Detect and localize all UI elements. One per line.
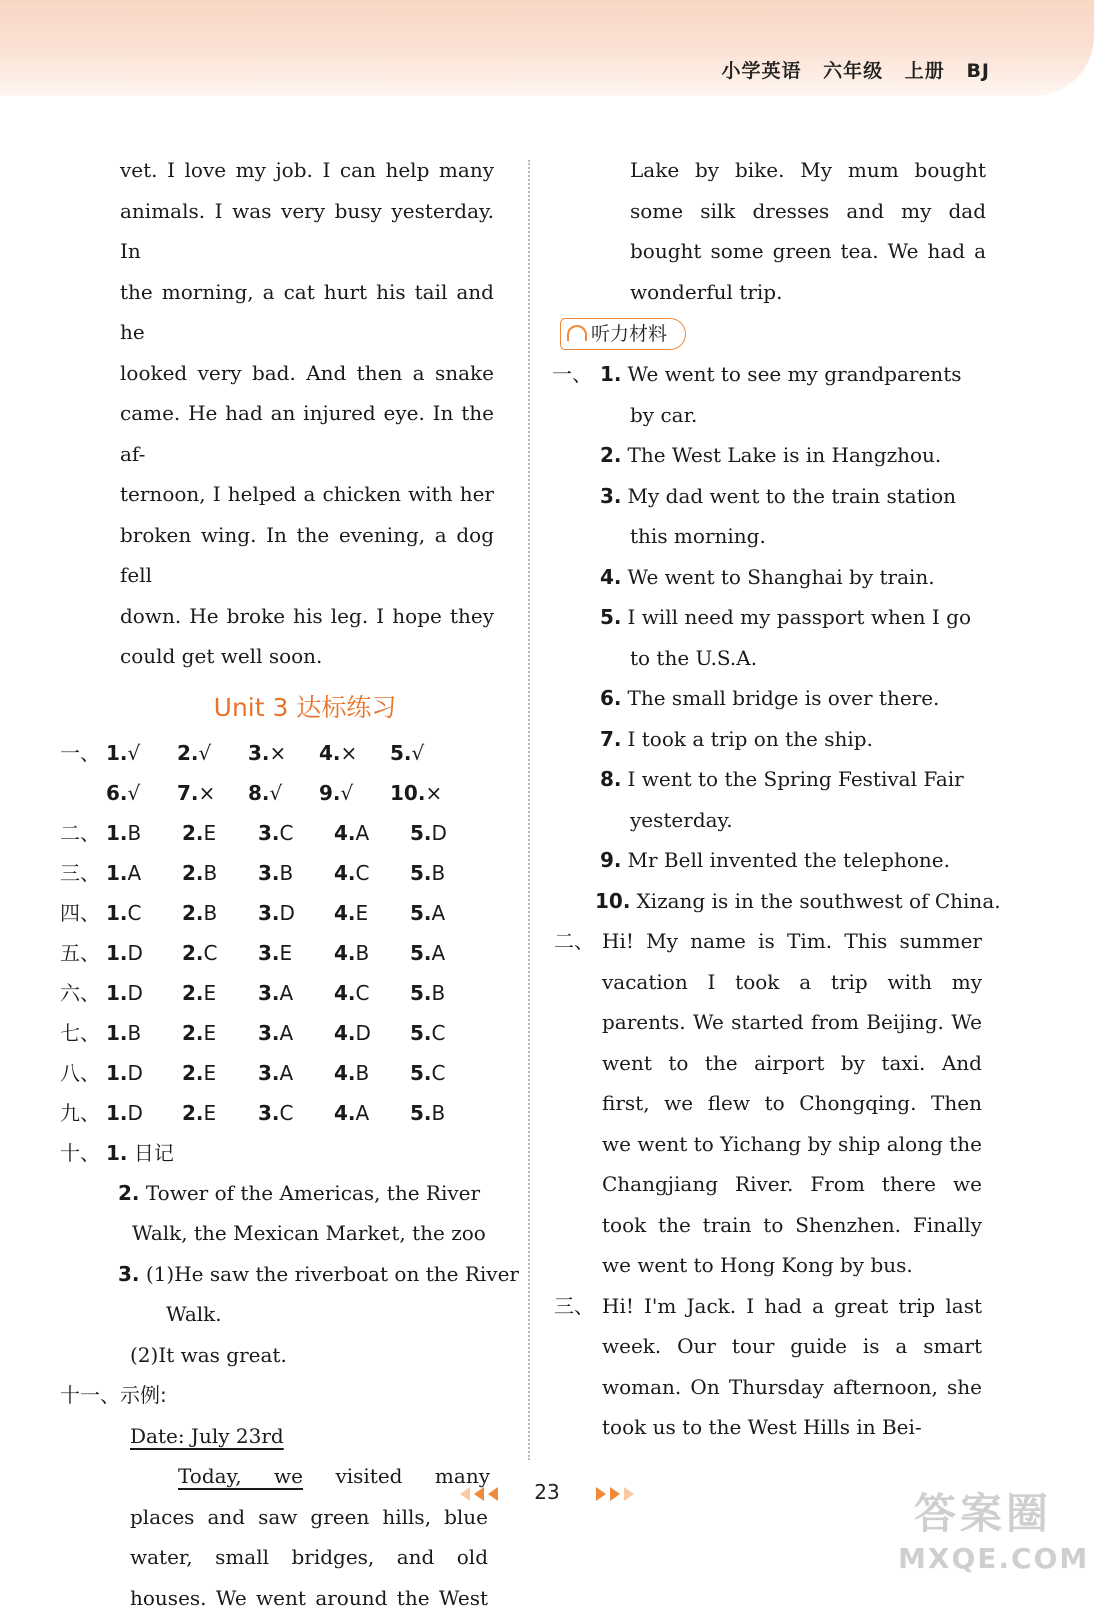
answer-text: (1)He saw the riverboat on the River — [146, 1262, 519, 1286]
question-number: 3. — [258, 1061, 280, 1085]
answer-value: × — [270, 741, 287, 765]
answer-value: C — [128, 901, 142, 925]
listening-section-3 — [552, 1286, 1012, 1448]
answer-value: E — [280, 941, 293, 965]
question-number: 5. — [410, 821, 432, 845]
question-number: 3. — [258, 981, 280, 1005]
answer-item — [410, 813, 472, 853]
answer-value: A — [432, 941, 446, 965]
answer-value: √ — [128, 781, 141, 805]
answer-item — [390, 733, 447, 773]
answer-item — [410, 1053, 472, 1093]
answer-value: B — [432, 981, 446, 1005]
answer-value: C — [280, 1101, 294, 1125]
answer-item — [334, 893, 396, 933]
question-number: 1. — [106, 901, 128, 925]
passage-text: Hi! My name is Tim. This summer — [602, 929, 982, 953]
passage-text: woman. On Thursday afternoon, she — [602, 1375, 982, 1399]
question-number: 3. — [118, 1262, 140, 1286]
item-number: 9. — [600, 848, 622, 872]
answer-value: D — [432, 821, 447, 845]
answer-item — [258, 973, 320, 1013]
passage-text: went to the airport by taxi. And — [602, 1051, 982, 1075]
question-number: 4. — [319, 741, 341, 765]
item-number: 7. — [600, 727, 622, 751]
answer-item — [258, 813, 320, 853]
answer-row — [60, 1013, 510, 1053]
headphone-icon — [567, 325, 587, 341]
item-number: 8. — [600, 767, 622, 791]
answer-value: D — [128, 1061, 143, 1085]
answer-line: (2)It was great. — [60, 1335, 510, 1376]
answer-row — [60, 933, 510, 973]
watermark-bottom: MXQE.COM — [898, 1542, 1068, 1576]
next-arrow-icon — [596, 1487, 606, 1501]
answer-text: Tower of the Americas, the River — [146, 1181, 480, 1205]
answer-value: √ — [128, 741, 141, 765]
answer-value: E — [204, 1061, 217, 1085]
answer-value: × — [425, 781, 442, 805]
listening-item-continued: this morning. — [552, 516, 1012, 557]
answer-item — [258, 893, 320, 933]
exercise-10-q2 — [60, 1173, 510, 1214]
question-number: 1. — [106, 941, 128, 965]
question-number: 4. — [334, 1021, 356, 1045]
question-number: 2. — [182, 821, 204, 845]
answer-value: D — [356, 1021, 371, 1045]
answer-item — [410, 893, 472, 933]
watermark-logo — [898, 1486, 1068, 1586]
answer-value: B — [128, 1021, 142, 1045]
passage-line: down. He broke his leg. I hope they — [120, 596, 494, 637]
item-number: 6. — [600, 686, 622, 710]
question-number: 3. — [258, 901, 280, 925]
question-number: 8. — [248, 781, 270, 805]
listening-item — [552, 881, 1012, 922]
passage-line — [602, 921, 982, 962]
answer-item — [258, 1013, 320, 1053]
question-number: 7. — [177, 781, 199, 805]
exercise-label: 六、 — [60, 973, 106, 1013]
answer-item — [106, 1093, 168, 1133]
prev-arrow-icon — [474, 1487, 484, 1501]
answer-value: D — [128, 981, 143, 1005]
next-arrow-icon — [610, 1487, 620, 1501]
diary-line: water, small bridges, and old — [130, 1537, 488, 1578]
answer-item — [319, 773, 376, 813]
question-number: 4. — [334, 981, 356, 1005]
exercise-1-row-1 — [60, 733, 510, 773]
answer-item — [177, 773, 234, 813]
question-number: 2. — [182, 901, 204, 925]
exercise-label: 七、 — [60, 1013, 106, 1053]
question-number: 1. — [106, 1061, 128, 1085]
answer-item — [319, 733, 376, 773]
diary-line: places and saw green hills, blue — [130, 1497, 488, 1538]
answer-item — [334, 933, 396, 973]
question-number: 9. — [319, 781, 341, 805]
passage-line: Lake by bike. My mum bought — [630, 150, 986, 191]
listening-material-tag — [560, 318, 686, 350]
answer-item — [334, 813, 396, 853]
answer-item — [182, 893, 244, 933]
section-label: 二、 — [554, 921, 594, 962]
answer-value: D — [280, 901, 295, 925]
question-number: 2. — [182, 941, 204, 965]
listening-label: 听力材料 — [591, 323, 667, 345]
passage-text: week. Our tour guide is a smart — [602, 1334, 982, 1358]
prev-arrow-icon — [460, 1487, 470, 1501]
item-number: 1. — [600, 362, 622, 386]
answer-item — [248, 733, 305, 773]
exercise-label: 二、 — [60, 813, 106, 853]
answer-value: E — [204, 1021, 217, 1045]
item-text: We went to see my grandparents — [628, 362, 962, 386]
answer-line: Walk, the Mexican Market, the zoo — [60, 1213, 510, 1254]
listening-item — [552, 840, 1012, 881]
question-number: 5. — [410, 861, 432, 885]
passage-text: took us to the West Hills in Bei- — [602, 1415, 922, 1439]
question-number: 1. — [106, 1101, 128, 1125]
item-text: I will need my passport when I go — [628, 605, 972, 629]
right-column — [552, 150, 1012, 1448]
question-number: 6. — [106, 781, 128, 805]
exercise-label: 五、 — [60, 933, 106, 973]
answer-row — [60, 853, 510, 893]
item-number: 5. — [600, 605, 622, 629]
passage-text: we went to Yichang by ship along the — [602, 1132, 982, 1156]
answer-value: B — [432, 861, 446, 885]
answer-item — [106, 933, 168, 973]
answer-item — [106, 1013, 168, 1053]
diary-text: visited many — [335, 1464, 490, 1488]
item-number: 3. — [600, 484, 622, 508]
question-number: 3. — [258, 861, 280, 885]
question-number: 5. — [410, 1101, 432, 1125]
answer-item — [410, 1093, 472, 1133]
answer-item — [106, 813, 168, 853]
answer-value: D — [128, 1101, 143, 1125]
answer-value: A — [280, 1061, 294, 1085]
answer-item — [410, 853, 472, 893]
answer-text: 日记 — [134, 1141, 174, 1165]
question-number: 2. — [182, 1021, 204, 1045]
answer-value: E — [204, 821, 217, 845]
question-number: 5. — [410, 941, 432, 965]
answer-item — [182, 853, 244, 893]
section-label: 三、 — [554, 1286, 594, 1327]
section-label: 一、 — [552, 354, 600, 395]
listening-item — [552, 678, 1012, 719]
passage-line — [602, 1205, 982, 1246]
answer-value: √ — [270, 781, 283, 805]
answer-item — [106, 973, 168, 1013]
question-number: 1. — [106, 1141, 128, 1165]
answer-item — [182, 973, 244, 1013]
item-text: We went to Shanghai by train. — [628, 565, 935, 589]
diary-first-words: Today, we — [130, 1464, 303, 1488]
passage-line: came. He had an injured eye. In the af- — [120, 393, 494, 474]
passage-line: animals. I was very busy yesterday. In — [120, 191, 494, 272]
item-text: I took a trip on the ship. — [628, 727, 873, 751]
answer-value: A — [432, 901, 446, 925]
answer-item — [106, 1053, 168, 1093]
passage-line — [602, 1164, 982, 1205]
answer-rows — [60, 813, 510, 1133]
listening-item — [552, 759, 1012, 800]
question-number: 3. — [258, 1021, 280, 1045]
passage-line: could get well soon. — [120, 636, 494, 677]
answer-value: √ — [199, 741, 212, 765]
passage-continued — [552, 150, 1012, 312]
exercise-label: 四、 — [60, 893, 106, 933]
answer-value: B — [204, 901, 218, 925]
answer-value: × — [199, 781, 216, 805]
answer-item — [106, 733, 163, 773]
answer-item — [258, 1093, 320, 1133]
listening-item — [552, 354, 1012, 395]
answer-value: A — [356, 821, 370, 845]
answer-item — [182, 1053, 244, 1093]
answer-value: A — [128, 861, 142, 885]
answer-row — [60, 1093, 510, 1133]
question-number: 4. — [334, 901, 356, 925]
answer-value: D — [128, 941, 143, 965]
answer-row — [60, 813, 510, 853]
passage-line — [602, 962, 982, 1003]
answer-item — [258, 853, 320, 893]
passage-text: took the train to Shenzhen. Finally — [602, 1213, 982, 1237]
question-number: 5. — [410, 981, 432, 1005]
answer-item — [182, 1013, 244, 1053]
passage-line — [602, 1245, 982, 1286]
question-number: 4. — [334, 941, 356, 965]
passage-text: Hi! I'm Jack. I had a great trip last — [602, 1294, 982, 1318]
listening-item — [552, 597, 1012, 638]
question-number: 5. — [390, 741, 412, 765]
diary-date — [60, 1416, 510, 1457]
passage-text: vacation I took a trip with my — [602, 970, 982, 994]
prev-arrow-icon — [488, 1487, 498, 1501]
exercise-label: 三、 — [60, 853, 106, 893]
answer-item — [334, 1093, 396, 1133]
question-number: 1. — [106, 1021, 128, 1045]
edition: BJ — [966, 60, 990, 82]
passage-line: bought some green tea. We had a — [630, 231, 986, 272]
answer-item — [182, 813, 244, 853]
exercise-label: 十、 — [60, 1133, 106, 1173]
answer-value: E — [204, 1101, 217, 1125]
answer-item — [258, 933, 320, 973]
question-number: 10. — [390, 781, 425, 805]
answer-value: B — [356, 941, 370, 965]
question-number: 3. — [258, 1101, 280, 1125]
question-number: 3. — [248, 741, 270, 765]
question-number: 2. — [182, 1101, 204, 1125]
question-number: 4. — [334, 1061, 356, 1085]
listening-section-1 — [552, 354, 1012, 921]
answer-item — [410, 973, 472, 1013]
exercise-1-row-2 — [60, 773, 510, 813]
diary-line: houses. We went around the West — [130, 1578, 488, 1618]
exercise-label: 一、 — [60, 733, 106, 773]
item-text: The West Lake is in Hangzhou. — [628, 443, 942, 467]
answer-value: B — [356, 1061, 370, 1085]
question-number: 5. — [410, 1061, 432, 1085]
question-number: 2. — [182, 861, 204, 885]
exercise-10-q3 — [60, 1254, 510, 1295]
answer-value: A — [280, 1021, 294, 1045]
answer-item — [106, 853, 168, 893]
passage-text: we went to Hong Kong by bus. — [602, 1253, 913, 1277]
item-text: The small bridge is over there. — [628, 686, 940, 710]
answer-value: B — [280, 861, 294, 885]
answer-item — [334, 1053, 396, 1093]
answer-row — [60, 893, 510, 933]
passage-line: looked very bad. And then a snake — [120, 353, 494, 394]
passage-line: some silk dresses and my dad — [630, 191, 986, 232]
next-arrow-icon — [624, 1487, 634, 1501]
listening-item-continued: by car. — [552, 395, 1012, 436]
answer-item — [248, 773, 305, 813]
answer-line: Walk. — [60, 1294, 510, 1335]
answer-item — [410, 1013, 472, 1053]
listening-item-continued: yesterday. — [552, 800, 1012, 841]
passage-line — [602, 1367, 982, 1408]
left-column — [60, 150, 510, 1618]
passage-continued — [60, 150, 510, 677]
listening-item — [552, 719, 1012, 760]
answer-value: C — [432, 1061, 446, 1085]
question-number: 2. — [177, 741, 199, 765]
listening-item — [552, 435, 1012, 476]
answer-item — [390, 773, 450, 813]
unit-heading: Unit 3 达标练习 — [60, 683, 510, 733]
listening-item — [552, 557, 1012, 598]
answer-value: C — [204, 941, 218, 965]
passage-line — [602, 1286, 982, 1327]
passage-line: the morning, a cat hurt his tail and he — [120, 272, 494, 353]
column-divider — [528, 160, 530, 1460]
question-number: 1. — [106, 741, 128, 765]
passage-text: first, we flew to Chongqing. Then — [602, 1091, 982, 1115]
page-number: 23 — [534, 1480, 559, 1504]
question-number: 4. — [334, 1101, 356, 1125]
exercise-label: 九、 — [60, 1093, 106, 1133]
answer-item — [106, 893, 168, 933]
exercise-label: 八、 — [60, 1053, 106, 1093]
answer-value: C — [356, 981, 370, 1005]
item-number: 2. — [600, 443, 622, 467]
question-number: 1. — [106, 981, 128, 1005]
answer-row — [60, 973, 510, 1013]
answer-item — [334, 853, 396, 893]
question-number: 1. — [106, 861, 128, 885]
volume: 上册 — [905, 60, 945, 82]
exercise-10-q1 — [60, 1133, 510, 1173]
passage-line — [602, 1083, 982, 1124]
answer-item — [410, 933, 472, 973]
answer-value: √ — [341, 781, 354, 805]
item-text: Mr Bell invented the telephone. — [628, 848, 950, 872]
question-number: 3. — [258, 941, 280, 965]
passage-line — [602, 1043, 982, 1084]
answer-item — [334, 973, 396, 1013]
question-number: 3. — [258, 821, 280, 845]
item-text: Xizang is in the southwest of China. — [636, 889, 1000, 913]
answer-item — [334, 1013, 396, 1053]
passage-text: parents. We started from Beijing. We — [602, 1010, 982, 1034]
book-title — [708, 56, 990, 83]
item-number: 10. — [595, 889, 630, 913]
passage-line: vet. I love my job. I can help many — [120, 150, 494, 191]
item-text: I went to the Spring Festival Fair — [628, 767, 964, 791]
passage-line — [602, 1124, 982, 1165]
question-number: 1. — [106, 821, 128, 845]
answer-value: B — [128, 821, 142, 845]
answer-value: C — [432, 1021, 446, 1045]
exercise-11-label: 十一、示例: — [60, 1375, 510, 1416]
question-number: 5. — [410, 1021, 432, 1045]
listening-item — [552, 476, 1012, 517]
answer-value: A — [280, 981, 294, 1005]
question-number: 2. — [182, 1061, 204, 1085]
answer-value: √ — [412, 741, 425, 765]
answer-item — [182, 933, 244, 973]
subject: 小学英语 — [722, 60, 802, 82]
question-number: 4. — [334, 861, 356, 885]
passage-line — [602, 1002, 982, 1043]
answer-item — [106, 773, 163, 813]
answer-value: B — [432, 1101, 446, 1125]
grade: 六年级 — [823, 60, 883, 82]
item-number: 4. — [600, 565, 622, 589]
passage-line: ternoon, I helped a chicken with her — [120, 474, 494, 515]
listening-section-2 — [552, 921, 1012, 1286]
answer-value: C — [280, 821, 294, 845]
answer-item — [182, 1093, 244, 1133]
answer-row — [60, 1053, 510, 1093]
answer-item — [258, 1053, 320, 1093]
answer-value: A — [356, 1101, 370, 1125]
item-text: My dad went to the train station — [628, 484, 957, 508]
passage-line — [602, 1407, 982, 1448]
answer-value: E — [356, 901, 369, 925]
listening-item-continued: to the U.S.A. — [552, 638, 1012, 679]
question-number: 5. — [410, 901, 432, 925]
passage-line — [602, 1326, 982, 1367]
watermark-top: 答案圈 — [898, 1486, 1068, 1542]
passage-line: broken wing. In the evening, a dog fell — [120, 515, 494, 596]
answer-item — [177, 733, 234, 773]
answer-value: E — [204, 981, 217, 1005]
date-text: Date: July 23rd — [130, 1424, 284, 1448]
answer-value: B — [204, 861, 218, 885]
answer-value: C — [356, 861, 370, 885]
passage-line: wonderful trip. — [630, 272, 986, 313]
question-number: 2. — [118, 1181, 140, 1205]
passage-text: Changjiang River. From there we — [602, 1172, 982, 1196]
question-number: 4. — [334, 821, 356, 845]
question-number: 2. — [182, 981, 204, 1005]
answer-value: × — [341, 741, 358, 765]
